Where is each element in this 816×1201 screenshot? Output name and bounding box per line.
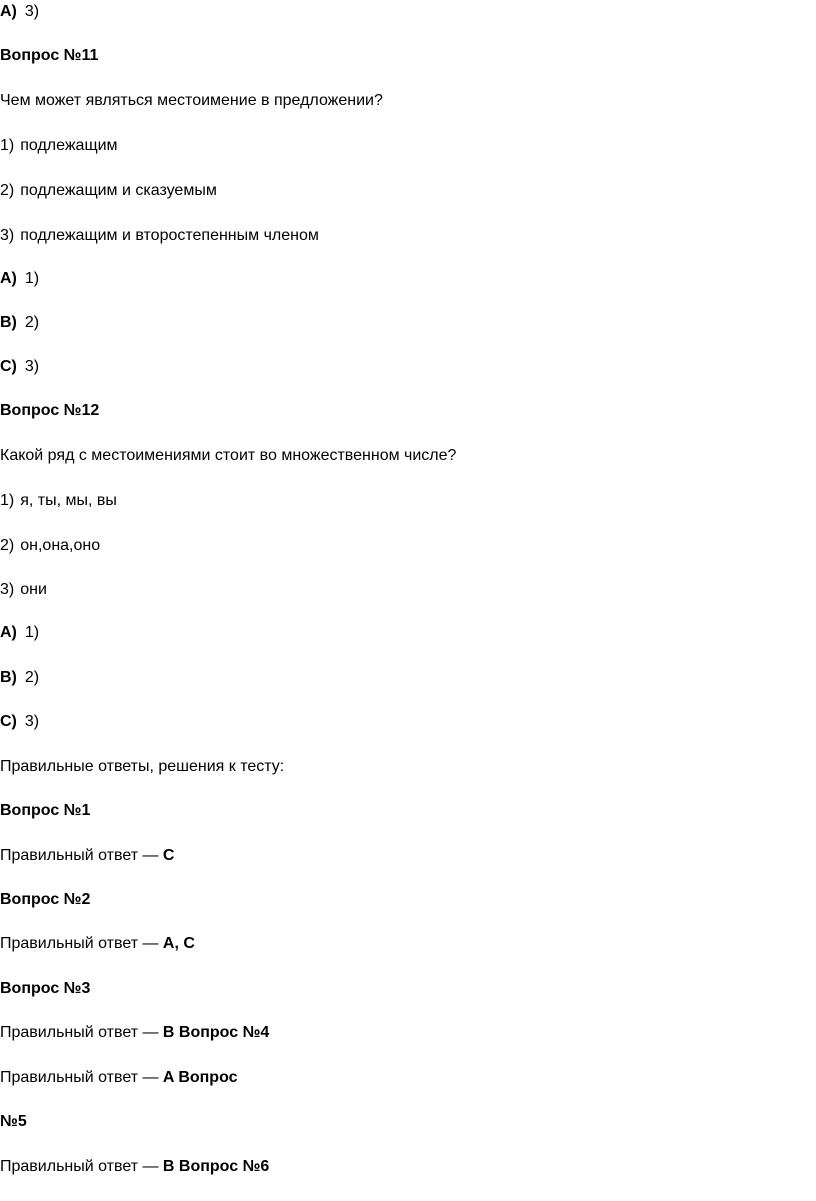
option-line xyxy=(0,491,117,511)
solution-prefix: Правильный ответ — xyxy=(0,1158,163,1175)
answer-line xyxy=(0,2,39,22)
solution-answer: A Вопрос xyxy=(162,1069,238,1086)
option-number: 3) xyxy=(0,581,15,598)
option-number: 2) xyxy=(0,182,15,199)
answer-letter: A) xyxy=(0,270,17,287)
option-text: я, ты, мы, вы xyxy=(20,492,117,509)
question-text: Чем может являться местоимение в предложении? xyxy=(0,92,383,109)
answer-line xyxy=(0,712,39,732)
answer-letter: B) xyxy=(0,314,17,331)
option-text: подлежащим и сказуемым xyxy=(20,182,217,199)
option-text: они xyxy=(20,581,47,598)
answer-value: 3) xyxy=(24,358,40,375)
solution-answer-line xyxy=(0,846,174,866)
answer-value: 1) xyxy=(24,624,40,641)
option-line xyxy=(0,136,118,156)
solution-heading: Вопрос №3 xyxy=(0,980,91,997)
option-text: подлежащим и второстепенным членом xyxy=(20,227,319,244)
solution-prefix: Правильный ответ — xyxy=(0,935,163,952)
question-text: Какой ряд с местоимениями стоит во множественном числе? xyxy=(0,447,457,464)
answer-value: 2) xyxy=(24,669,40,686)
solution-answer-line xyxy=(0,1157,269,1177)
solution-answer: B Вопрос №4 xyxy=(162,1024,270,1041)
answer-line xyxy=(0,668,39,688)
question-heading: Вопрос №12 xyxy=(0,402,100,419)
solution-answer: A, C xyxy=(162,935,195,952)
answer-letter: C) xyxy=(0,713,17,730)
question-heading: Вопрос №11 xyxy=(0,47,99,64)
solution-heading: Вопрос №2 xyxy=(0,891,91,908)
option-number: 3) xyxy=(0,227,15,244)
solution-answer-line xyxy=(0,1023,269,1043)
option-line xyxy=(0,580,47,600)
option-text: подлежащим xyxy=(20,137,118,154)
solution-answer: C xyxy=(162,847,175,864)
option-number: 1) xyxy=(0,492,15,509)
answer-value: 3) xyxy=(24,3,40,20)
solution-answer-line xyxy=(0,934,195,954)
answer-letter: C) xyxy=(0,358,17,375)
solution-prefix: Правильный ответ — xyxy=(0,1069,163,1086)
answer-line xyxy=(0,623,39,643)
solutions-intro: Правильные ответы, решения к тесту: xyxy=(0,758,285,775)
option-number: 2) xyxy=(0,537,15,554)
answer-value: 2) xyxy=(24,314,40,331)
solution-prefix: Правильный ответ — xyxy=(0,1024,163,1041)
solution-heading: Вопрос №1 xyxy=(0,802,91,819)
solution-prefix: Правильный ответ — xyxy=(0,847,163,864)
answer-value: 1) xyxy=(24,270,40,287)
solution-heading: №5 xyxy=(0,1113,27,1130)
solution-answer-line xyxy=(0,1068,238,1088)
option-line xyxy=(0,536,100,556)
answer-letter: A) xyxy=(0,3,17,20)
answer-line xyxy=(0,313,39,333)
option-text: он,она,оно xyxy=(20,537,101,554)
option-line xyxy=(0,226,319,246)
answer-letter: B) xyxy=(0,669,17,686)
option-number: 1) xyxy=(0,137,15,154)
option-line xyxy=(0,181,217,201)
answer-line xyxy=(0,357,39,377)
answer-value: 3) xyxy=(24,713,40,730)
answer-letter: A) xyxy=(0,624,17,641)
solution-answer: B Вопрос №6 xyxy=(162,1158,270,1175)
answer-line xyxy=(0,269,39,289)
